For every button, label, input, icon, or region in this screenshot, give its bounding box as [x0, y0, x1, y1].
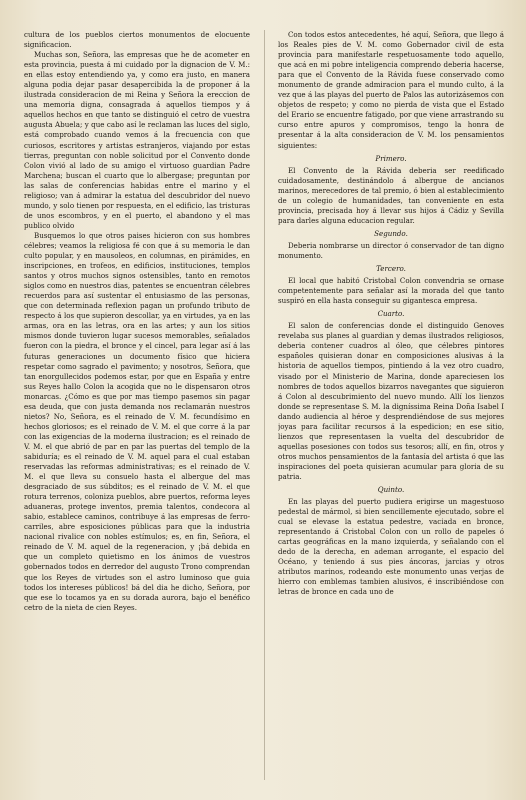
section-heading: Tercero.: [376, 264, 406, 274]
paragraph: Busquemos lo que otros paises hicieron con sus hombres célebres; veamos la religiosa fé con que á su memoria le dan culto popular, y en mausoleos, en columnas, en pirámides, en inscripciones, en trofeos, en edificios, instituciones, templos santos y otros muchos signos ostensibles, tanto en remotos siglos como en nuestros dias, patentes se encuentran célebres recuerdos para así sustentar el entusiasmo de las personas, que con determinada reflexion pagan un profundo tributo de respecto á los que supieron descollar, ya en virtudes, ya en las armas, ora en las letras, ora en las artes; y aun los sitios mismos donde tuvieron lugar sucesos memorables, señalados fueron con la piedra, el bronce y el cincel, para legar así á las futuras generaciones un documento físico que hiciera respetar como sagrado el pavimento; y nosotros, Señora, que tan enorgullecidos podemos estar, por que en España y entre sus Reyes hallo Colon la acogida que no le dispensaron otros monarcas. ¿Cómo es que por mas tiempo pasemos sin pagar esa deuda, que con justa demanda nos reclamarán nuestros nietos? No, Señora, es el reinado de V. M. fecundísimo en hechos gloriosos; es el reinado de V. M. el que corre á la par con las exigencias de la moderna ilustracion; es el reinado de V. M. el que abrió de par en par las puertas del templo de la sabiduría; es el reinado de V. M. aquel para el cual estaban reservadas las reformas administrativas; es el reinado de V. M. el que lleva su consuelo hasta el albergue del mas desgraciado de sus súbditos; es el reinado de V. M. el que rotura terrenos, coloniza pueblos, abre puertos, reforma leyes aduaneras, protege inventos, premia talentos, condecora al sabio, establece caminos, contribuye á las empresas de ferro-carriles, abre esposiciones públicas para que la industria nacional rivalice con nobles estímulos; es, en fin, Señora, el reinado de V. M. aquel de la regeneracion, y ¡bá debida en que un completo quietismo en los ánimos de vuestros gobernados todos en derredor del augusto Trono comprendan que los Reyes de virtudes son el astro luminoso que guia todos los intereses públicos! bá del dia he dicho, Señora, por que ese lo tocamos ya en su dorada aurora, bajo el benéfico cetro de la nieta de cien Reyes.: [24, 230, 250, 612]
section-paragraph: El local que habitó Cristobal Colon convendria se ornase competentemente para señalar así la morada del que tanto suspiró en ella hasta conseguir su gigantesca empresa.: [278, 276, 504, 306]
section-paragraph: El Convento de la Rávida deberia ser reedificado cuidadosamente, destinándolo á albergue de ancianos marinos, merecedores de tal premio, ó bien al establecimiento de un colegio de humanidades, tan conveniente en esta provincia, precisada hoy á llevar sus hijos á Cádiz y Sevilla para darles alguna educacion regular.: [278, 165, 504, 225]
section-paragraph: En las playas del puerto pudiera erigirse un magestuoso pedestal de mármol, si bien sencillemente ejecutado, sobre el cual se elevase la estatua pedestre, vaciada en bronce, representando á Cristobal Colon con un rollo de papeles ó cartas geográficas en la mano izquierda, y señalando con el dedo de la derecha, en ademan arrogante, el espacio del Océano, y teniendo á sus pies áncoras, jarcias y otros atributos marinos, rodeando este monumento unas verjas de hierro con emblemas tambien alusivos, é inscribiéndose con letras de bronce en cada uno de: [278, 497, 504, 597]
intro-paragraph: Con todos estos antecedentes, hé aquí, Señora, que llego á los Reales pies de V. M. como Gobernador civil de esta provincia para manifestarle respetuosamente todo aquello, que acá en mi pobre inteligencia comprendo deberia hacerse, para que el Convento de la Rávida fuese conservado como monumento de grande admiracion para el mundo culto, á la vez que á las playas del puerto de Palos las autorizásemos con objetos de respeto; y como no pierda de vista que el Estado del Erario se encuentre fatigado, por que viene arrastrando su curso entre apuros y compromisos, tengo la honra de presentar á la alta consideracion de V. M. los pensamientos siguientes:: [278, 30, 504, 150]
section-heading: Cuarto.: [377, 309, 405, 319]
section-paragraph: El salon de conferencias donde el distinguido Genoves revelaba sus planes al guardian y demas ilustrados religiosos, deberia contener cuadros al óleo, que célebres pintores españoles quisieran donar en composiciones alusivas á la historia de aquellos tiempos, pintiendo á la vez otro cuadro, visado por el Ministerio de Marina, donde apareciesen los nombres de todos aquellos bizarros navegantes que siguieron á Colon al descubrimiento del nuevo mundo. Allí los lienzos donde se representase S. M. la digníssima Reina Doña Isabel I dando audiencia al héroe y desprendiéndose de sus mejores joyas para facilitar recursos á la espedicion; en ese sitio, lienzos que representasen la vuelta del descubridor de aquellas posesiones con todos sus tesoros; allí, en fin, otros y otros muchos pensamientos de la fantasía del artista ó que las inspiraciones del poeta quisieran acumular para gloria de su patria.: [278, 321, 504, 481]
section-heading: Segundo.: [374, 228, 408, 238]
left-column: [24, 30, 250, 790]
column-divider: [264, 30, 265, 780]
right-column: [278, 30, 504, 790]
paragraph: Muchas son, Señora, las empresas que he de acometer en esta provincia, puesta á mi cuidado por la dignacion de V. M.: en ellas estoy entendiendo ya, y como era justo, en manera alguna podia dejar pasar desapercibida la de proponer á la ilustrada consideracion de mi Reina y Señora la ereccion de una memoria digna, consagrada á aquellos tiempos y á aquellos hechos en que tanto se distinguió el cetro de vuestra augusta Abuela; y que cabo así le reclaman las luces del siglo, está comprobado cuando vemos á la frecuencia con que curiosos, escritores y artistas estranjeros, viajando por estas tierras, preguntan con noble solicitud por el Convento donde Colon vivió al lado de su amigo el virtuoso guardian Padre Marchena; buscan el cuarto que lo albergase; preguntan por las salas de conferencias habidas entre el marino y el religioso; van á admirar la estatua del descubridor del nuevo mundo, y solo tienen por respuesta, en el edificio, las tristuras de unos escombros, y en el puerto, el abandono y el mas publico olvido: [24, 50, 250, 230]
section-paragraph: Deberia nombrarse un director ó conservador de tan digno monumento.: [278, 240, 504, 260]
section-heading: Quinto.: [377, 485, 405, 495]
section-heading: Primero.: [375, 153, 407, 163]
paragraph: cultura de los pueblos ciertos monumentos de elocuente significacion.: [24, 30, 250, 50]
